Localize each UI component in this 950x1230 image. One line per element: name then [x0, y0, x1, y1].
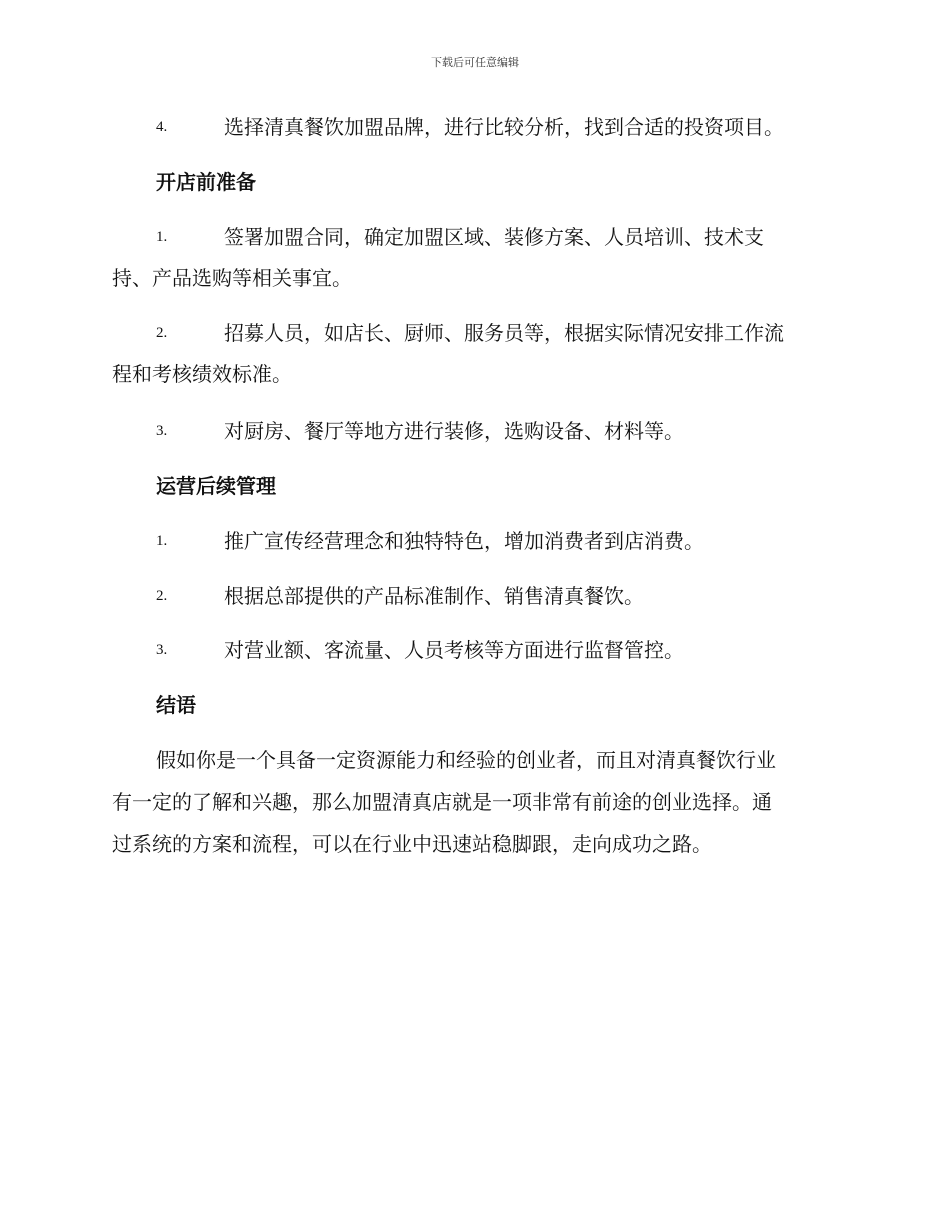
- page-header: 下载后可任意编辑: [431, 56, 519, 69]
- list-item-number: 2.: [156, 325, 168, 341]
- list-item-text: 对营业额、客流量、人员考核等方面进行监督管控。: [224, 638, 684, 662]
- section-heading-prep: 开店前准备: [156, 170, 256, 194]
- list-item-number: 4.: [156, 119, 168, 135]
- list-item-text-continued: 持、产品选购等相关事宜。: [112, 266, 352, 290]
- list-item-text: 选择清真餐饮加盟品牌，进行比较分析，找到合适的投资项目。: [224, 115, 784, 139]
- list-item-text: 根据总部提供的产品标准制作、销售清真餐饮。: [224, 584, 644, 608]
- list-item: [112, 107, 837, 148]
- list-item-text: 推广宣传经营理念和独特特色，增加消费者到店消费。: [224, 529, 704, 553]
- list-item-text-continued: 程和考核绩效标准。: [112, 362, 292, 386]
- section-heading-conclusion: 结语: [156, 693, 196, 717]
- paragraph-line: 过系统的方案和流程，可以在行业中迅速站稳脚跟，走向成功之路。: [112, 832, 712, 856]
- list-item-text: 对厨房、餐厅等地方进行装修，选购设备、材料等。: [224, 419, 684, 443]
- section-heading-operations: 运营后续管理: [156, 474, 276, 498]
- list-item: [112, 217, 837, 299]
- list-item: [112, 521, 837, 562]
- list-item: [112, 576, 837, 617]
- list-item-number: 2.: [156, 588, 168, 604]
- list-item-number: 1.: [156, 229, 168, 245]
- list-item: [112, 411, 837, 452]
- paragraph-line: 有一定的了解和兴趣，那么加盟清真店就是一项非常有前途的创业选择。通: [112, 790, 772, 814]
- conclusion-paragraph: [112, 739, 837, 865]
- list-item-text: 招募人员，如店长、厨师、服务员等，根据实际情况安排工作流: [224, 321, 784, 345]
- list-item-number: 3.: [156, 642, 168, 658]
- paragraph-line: 假如你是一个具备一定资源能力和经验的创业者，而且对清真餐饮行业: [156, 748, 776, 772]
- list-item-text: 签署加盟合同，确定加盟区域、装修方案、人员培训、技术支: [224, 225, 764, 249]
- list-item-number: 1.: [156, 533, 168, 549]
- list-item: [112, 313, 837, 395]
- list-item-number: 3.: [156, 423, 168, 439]
- list-item: [112, 630, 837, 671]
